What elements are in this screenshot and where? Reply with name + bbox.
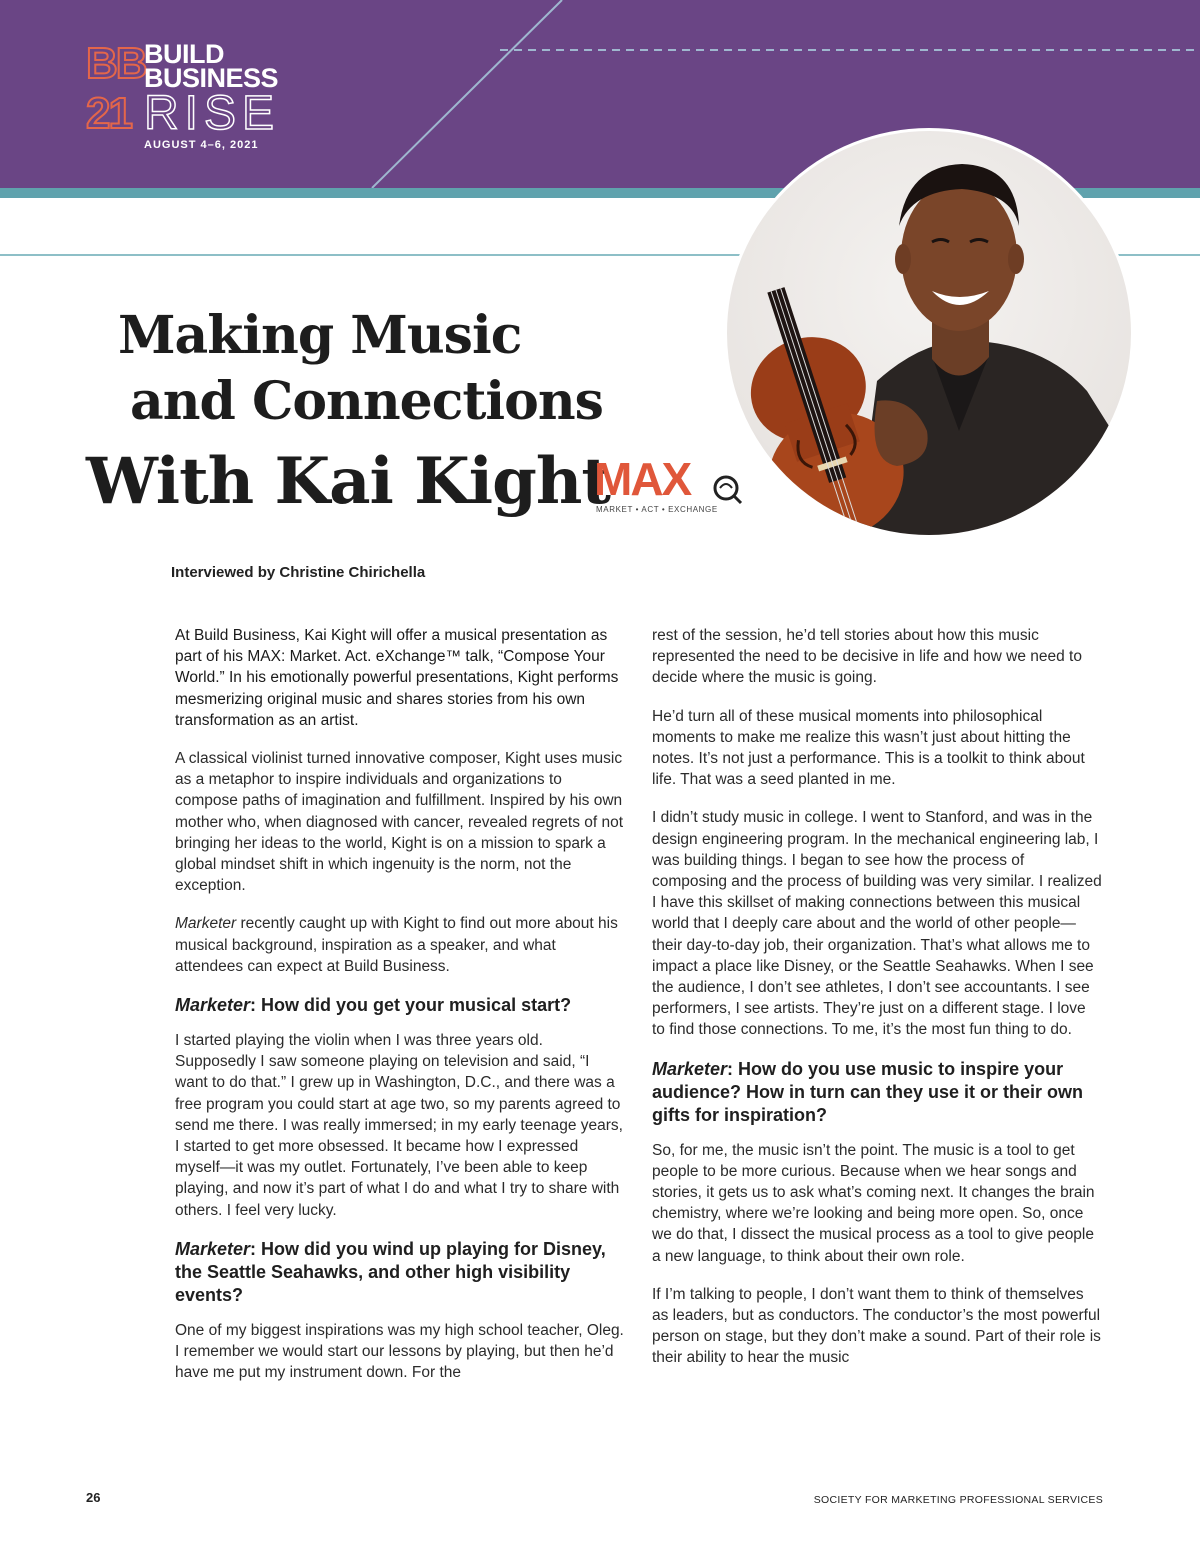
logo-business: BUSINESS <box>144 63 279 93</box>
logo-rise: RISE <box>144 87 281 140</box>
answer-paragraph: One of my biggest inspirations was my high school teacher, Oleg. I remember we would start our lessons by playing, but then he’d have me put my instrument down. For the <box>175 1321 624 1382</box>
portrait-photo <box>724 128 1134 538</box>
max-logo-tagline: MARKET • ACT • EXCHANGE <box>596 505 718 514</box>
body-text: recently caught up with Kight to find out more about his musical background, inspiration as a speaker, and what attendees can expect at Build Business. <box>175 915 618 975</box>
article-title-line-2: and Connections <box>130 371 603 432</box>
event-logo <box>86 39 316 157</box>
body-paragraph <box>175 913 625 977</box>
answer-paragraph: He’d turn all of these musical moments into philosophical moments to make me realize this wasn’t just about hitting the notes. It’s not just a performance. This is a toolkit to think about life. That was a seed planted in me. <box>652 707 1085 789</box>
body-paragraph: A classical violinist turned innovative composer, Kight uses music as a metaphor to inspire individuals and organizations to compose paths of imagination and fulfillment. Inspired by his own mother who, when diagnosed with cancer, revealed regrets of not bringing her ideas to the world, Kight is on a mission to spark a global mindset shift in which ingenuity is the norm, not the exception. <box>175 750 624 895</box>
logo-mark-bottom: 21 <box>86 89 131 138</box>
logo-build: BUILD <box>144 39 224 69</box>
article-column-right <box>652 625 1102 1386</box>
answer-paragraph: rest of the session, he’d tell stories about how this music represented the need to be decisive in life and how we need to decide where the music is going. <box>652 627 1082 687</box>
logo-mark-top: BB <box>86 39 146 88</box>
max-logo-icon <box>712 474 744 506</box>
question-text: : How did you wind up playing for Disney, the Seattle Seahawks, and other high visibility events? <box>175 1238 606 1305</box>
interview-question <box>652 1058 1102 1127</box>
answer-paragraph: I started playing the violin when I was three years old. Supposedly I saw someone playing on television and said, “I want to do that.” I grew up in Washington, D.C., and there was a free program you could start at age two, so my parents agreed to send me there. I was really immersed; in my early teenage years, I started to get more obsessed. It became how I expressed myself—it was my outlet. Fortunately, I’ve been able to keep playing, and now it’s part of what I do and what I try to share with others. I feel very lucky. <box>175 1032 623 1219</box>
answer-paragraph: I didn’t study music in college. I went to Stanford, and was in the design engineering program. In the mechanical engineering lab, I was building things. I began to see how the process of composing and the process of building was very similar. I realized I have this skillset of making connections between this musical world that I deeply care about and the world of other people—their day-to-day job, their organization. That’s what allows me to impact a place like Disney, or the Seattle Seahawks. When I see the audience, I don’t see athletes, I don’t see accountants. I see performers, I see artists. They’re just on a different stage. I love to find those connections. To me, it’s the most fun thing to do. <box>652 809 1102 1039</box>
answer-paragraph: If I’m talking to people, I don’t want them to think of themselves as leaders, but as conductors. The conductor’s the most powerful person on stage, but they don’t make a sound. Part of their role is their ability to hear the music <box>652 1285 1101 1367</box>
question-label: Marketer <box>652 1058 728 1079</box>
article-title-line-3: With Kai Kight <box>86 444 610 519</box>
article-column-left <box>175 625 625 1400</box>
interview-question <box>175 994 625 1017</box>
question-text: : How do you use music to inspire your audience? How in turn can they use it or their own gifts for inspiration? <box>652 1058 1084 1125</box>
interview-question <box>175 1238 625 1307</box>
event-dates: AUGUST 4–6, 2021 <box>144 139 259 151</box>
answer-paragraph: So, for me, the music isn’t the point. The music is a tool to get people to be more curious. Because when we hear songs and stories, it gets us to ask what’s coming next. It changes the brain chemistry, where we’re looking and being more open. So, once we do that, I dissect the musical process as a tool to give people a new language, to think about their own role. <box>652 1141 1095 1265</box>
page-number: 26 <box>86 1490 101 1505</box>
question-label: Marketer <box>175 1238 251 1259</box>
max-logo <box>594 454 754 519</box>
question-label: Marketer <box>175 995 251 1016</box>
byline: Interviewed by Christine Chirichella <box>171 564 426 581</box>
article-title-line-1: Making Music <box>118 305 522 366</box>
intro-paragraph: At Build Business, Kai Kight will offer a musical presentation as part of his MAX: Market. Act. eXchange™ talk, “Compose Your World.” In his emotionally powerful presentations, Kight performs mesmerizing original music and shares stories from his own transformation as an artist. <box>175 627 619 729</box>
max-logo-word: MAX <box>594 453 691 505</box>
footer-publisher: SOCIETY FOR MARKETING PROFESSIONAL SERVICES <box>813 1494 1103 1506</box>
publication-name: Marketer <box>175 915 237 933</box>
question-text: : How did you get your musical start? <box>250 995 572 1016</box>
portrait-illustration <box>727 131 1131 535</box>
